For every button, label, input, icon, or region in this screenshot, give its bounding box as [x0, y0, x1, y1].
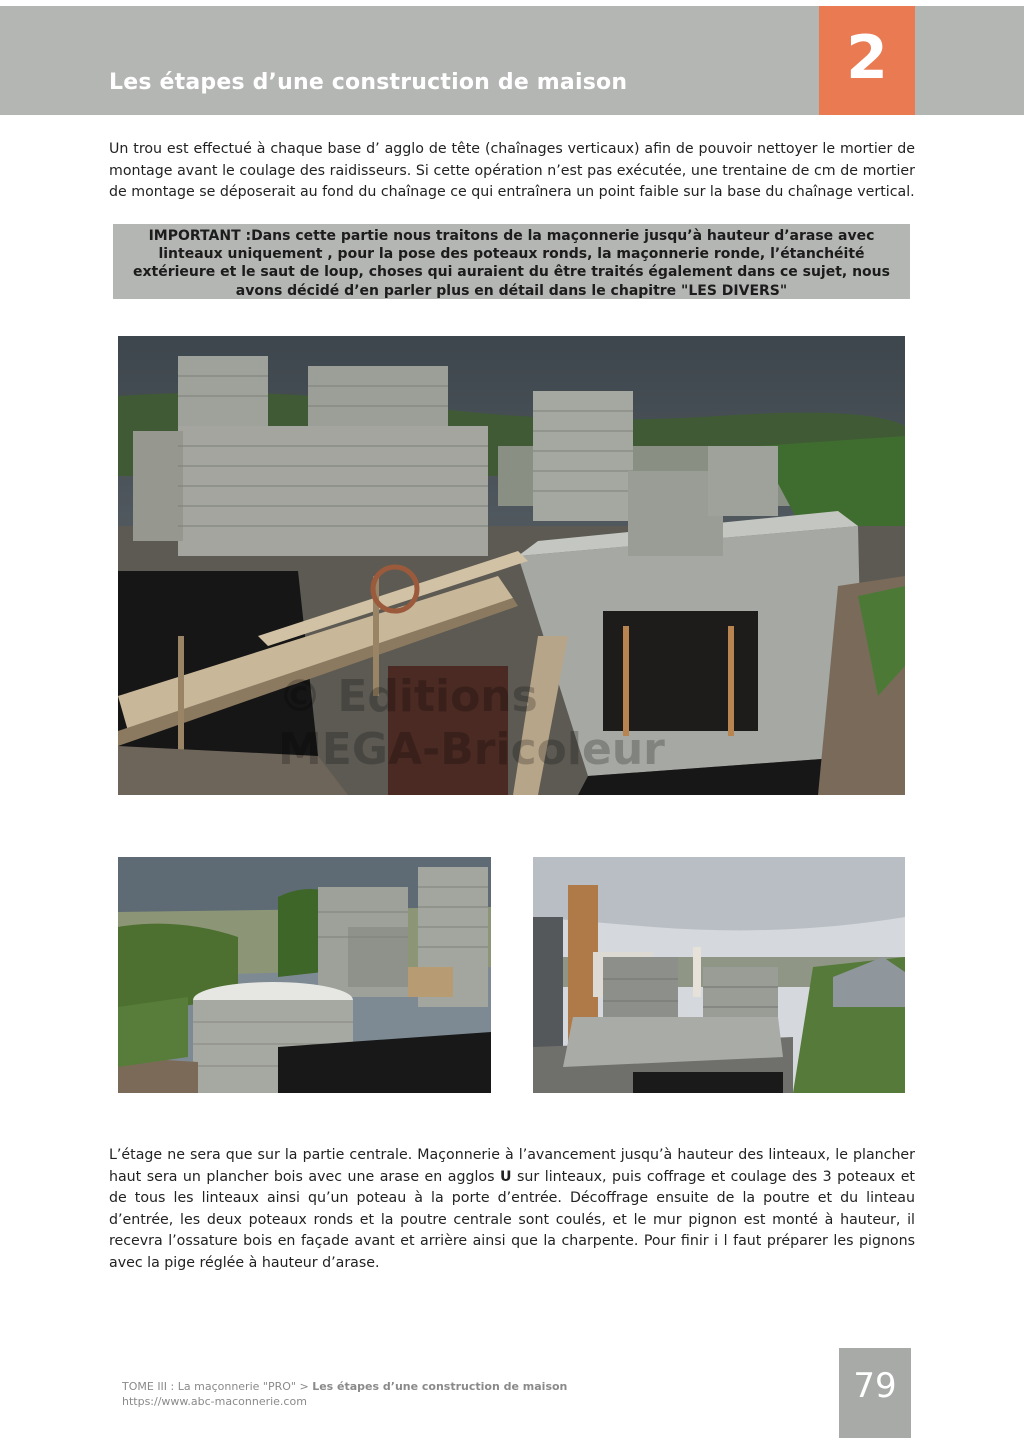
body-paragraph-part2: sur linteaux, puis coffrage et coulage des 3 poteaux et de tous les linteaux ainsi qu’un poteau à la porte d’entrée. Décoffrage ensuite de la poutre et du linteau d’entrée, les deux poteaux ronds et la poutre centrale sont coulés, et le mur pignon est monté à hauteur, il recevra l’ossature bois en façade avant et arrière ainsi que la charpente. Pour finir i l faut préparer les pignons avec la pige réglée à hauteur d’arase.: [109, 1168, 915, 1271]
watermark-line2: MEGA-Bricoleur: [278, 724, 665, 775]
footer-section: Les étapes d’une construction de maison: [312, 1380, 568, 1393]
watermark-line1: © Editions: [278, 671, 538, 722]
footer-book: TOME III : La maçonnerie "PRO": [122, 1380, 296, 1393]
body-paragraph: [109, 1145, 915, 1274]
construction-photo-round-wall: [118, 857, 491, 1093]
construction-photo-pillar: [533, 857, 905, 1093]
footer-url[interactable]: https://www.abc-maconnerie.com: [122, 1395, 307, 1408]
page-title: Les étapes d’une construction de maison: [109, 70, 628, 95]
body-paragraph-part1: L’étage ne sera que sur la partie centrale. Maçonnerie à l’avancement jusqu’à hauteur des linteaux, le plancher haut sera un plancher bois avec une arase en agglos: [109, 1147, 915, 1185]
important-note-text: IMPORTANT :Dans cette partie nous traitons de la maçonnerie jusqu’à hauteur d’arase avec linteaux uniquement , pour la pose des poteaux ronds, la maçonnerie ronde, l’étanchéité extérieure et le saut de loup, choses qui auraient du être traités également dans ce sujet, nous avons décidé d’en parler plus en détail dans le chapitre "LES DIVERS": [133, 228, 890, 299]
important-note: [113, 224, 910, 299]
construction-photo-pillar-image: [533, 857, 905, 1093]
footer-separator: >: [295, 1380, 313, 1393]
construction-photo-main: [118, 336, 905, 795]
page-number-box: [839, 1348, 911, 1438]
chapter-number: 2: [846, 23, 888, 93]
body-paragraph-bold: U: [500, 1168, 512, 1185]
intro-paragraph: Un trou est effectué à chaque base d’ agglo de tête (chaînages verticaux) afin de pouvoir nettoyer le mortier de montage avant le coulage des raidisseurs. Si cette opération n’est pas exécutée, une trentaine de cm de mortier de montage se déposerait au fond du chaînage ce qui entraînera un point faible sur la base du chaînage vertical.: [109, 141, 915, 200]
construction-photo-round-wall-image: [118, 857, 491, 1093]
construction-photo-main-image: [118, 336, 905, 795]
page-number: 79: [853, 1366, 897, 1406]
footer-breadcrumb: [122, 1380, 567, 1394]
chapter-badge: [819, 6, 915, 115]
